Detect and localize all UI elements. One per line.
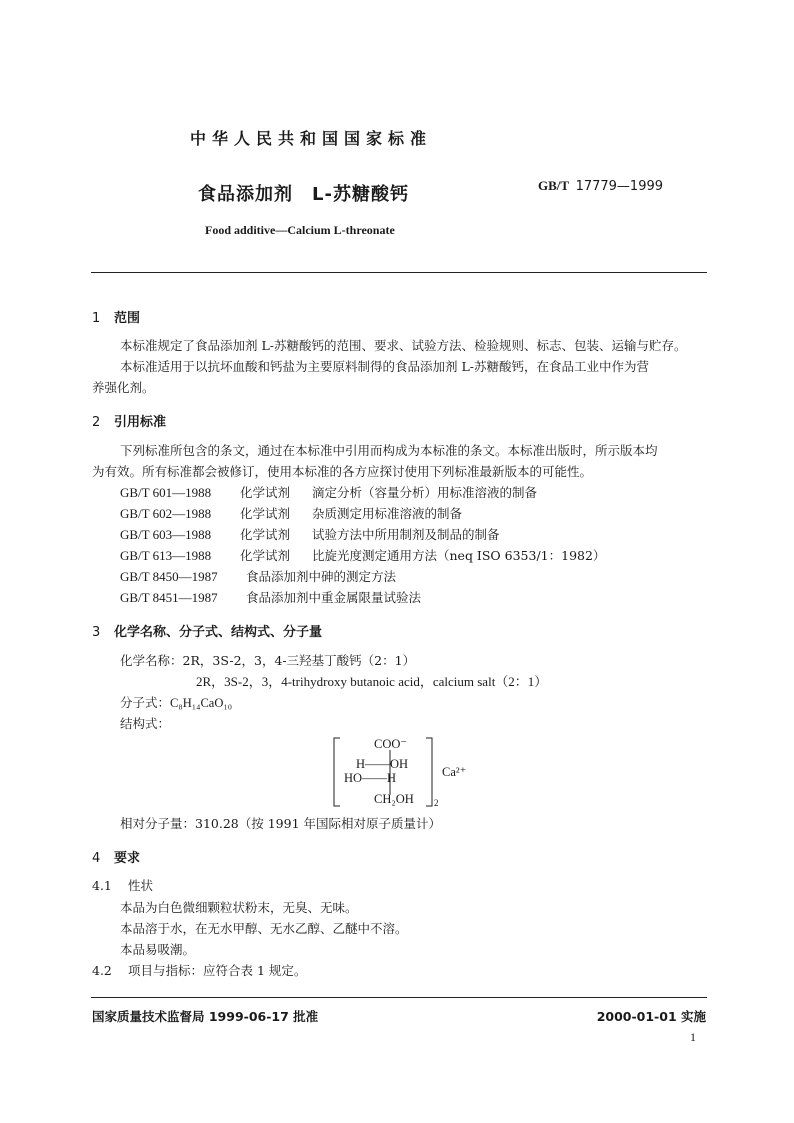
chemical-name-cn: 化学名称：2R，3S-2，3，4-三羟基丁酸钙（2：1） (120, 653, 416, 668)
formula-row-1: H——OH (356, 757, 409, 771)
approval-line: 国家质量技术监督局 1999-06-17 批准 (92, 1009, 319, 1024)
page-number: 1 (690, 1030, 696, 1044)
section-3-heading: 3 化学名称、分子式、结构式、分子量 (92, 625, 323, 640)
section-1-para-1: 本标准规定了食品添加剂 L-苏糖酸钙的范围、要求、试验方法、检验规则、标志、包装、运输与贮存。 (120, 338, 687, 353)
reference-item: GB/T 613—1988 化学试剂 比旋光度测定通用方法（neq ISO 6353/1：1982） (120, 548, 606, 563)
structural-formula (332, 736, 472, 808)
reference-item: GB/T 601—1988 化学试剂 滴定分析（容量分析）用标准溶液的制备 (120, 485, 538, 500)
section-4-1-para-2: 本品溶于水，在无水甲醇、无水乙醇、乙醚中不溶。 (120, 921, 408, 936)
formula-row-2: HO——H (344, 771, 397, 785)
section-4-1-para-3: 本品易吸潮。 (120, 942, 196, 957)
section-4-2: 4.2 项目与指标：应符合表 1 规定。 (92, 963, 307, 978)
hydroxymethyl-group: CH₂OH (374, 792, 414, 806)
section-1-heading: 1 范围 (92, 311, 141, 326)
molecular-weight: 相对分子量：310.28（按 1991 年国际相对原子质量计） (120, 816, 441, 831)
document-title-cn: 食品添加剂 L-苏糖酸钙 (198, 184, 409, 205)
section-1-para-2b: 养强化剂。 (92, 380, 155, 395)
standard-code: 17779—1999 (575, 179, 664, 194)
standard-number (538, 178, 663, 194)
section-4-heading: 4 要求 (92, 851, 141, 866)
section-2-heading: 2 引用标准 (92, 415, 167, 430)
carboxylate-group: COO⁻ (374, 737, 407, 751)
calcium-ion: Ca²⁺ (442, 765, 467, 779)
reference-item: GB/T 8451—1987 食品添加剂中重金属限量试验法 (120, 590, 422, 605)
section-4-1-heading: 4.1 性状 (92, 878, 154, 893)
formula-subscript: 2 (434, 798, 439, 808)
molecular-formula: 分子式：C₈H₁₄CaO₁₀ (120, 695, 233, 710)
section-2-para-1a: 下列标准所包含的条文，通过在本标准中引用而构成为本标准的条文。本标准出版时，所示版本均 (120, 443, 658, 458)
national-standard-heading: 中华人民共和国国家标准 (190, 129, 433, 148)
document-title-en: Food additive—Calcium L-threonate (205, 223, 395, 237)
implementation-date: 2000-01-01 实施 (596, 1009, 706, 1024)
section-1-para-2a: 本标准适用于以抗坏血酸和钙盐为主要原料制得的食品添加剂 L-苏糖酸钙，在食品工业中作为营 (120, 359, 649, 374)
reference-item: GB/T 8450—1987 食品添加剂中砷的测定方法 (120, 569, 397, 584)
reference-item: GB/T 602—1988 化学试剂 杂质测定用标准溶液的制备 (120, 506, 463, 521)
standard-prefix: GB/T (538, 178, 570, 193)
section-4-1-para-1: 本品为白色微细颗粒状粉末，无臭、无味。 (120, 900, 358, 915)
section-2-para-1b: 为有效。所有标准都会被修订，使用本标准的各方应探讨使用下列标准最新版本的可能性。 (92, 464, 593, 479)
structure-label: 结构式： (120, 716, 171, 731)
footer-divider (91, 997, 707, 998)
reference-item: GB/T 603—1988 化学试剂 试验方法中所用制剂及制品的制备 (120, 527, 500, 542)
header-divider (91, 272, 707, 273)
chemical-name-en: 2R，3S-2，3，4-trihydroxy butanoic acid，calcium salt（2：1） (196, 674, 548, 689)
